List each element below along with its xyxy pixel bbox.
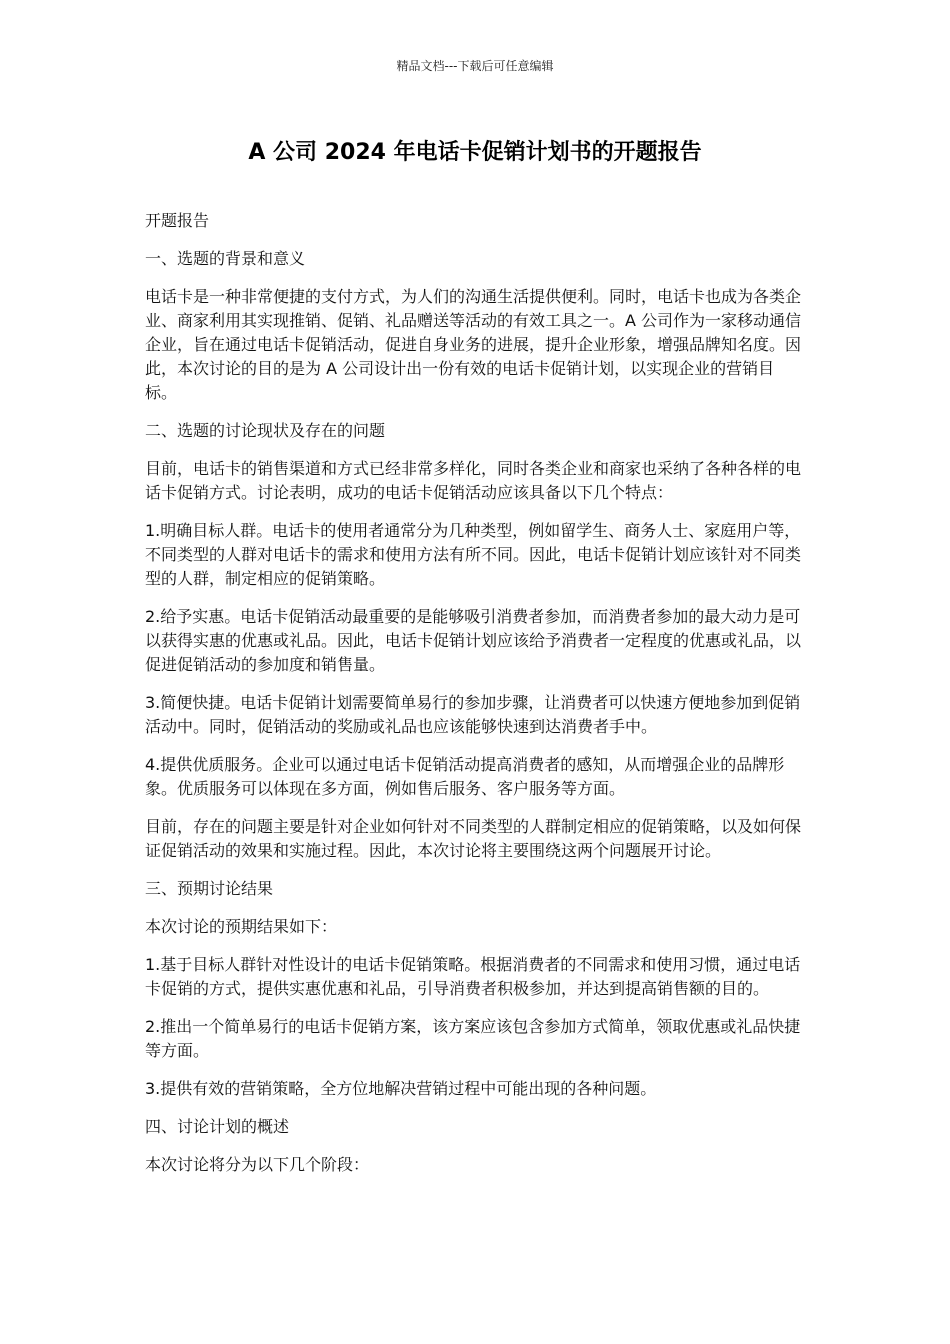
section-label: 开题报告 — [145, 211, 210, 230]
section-heading-2: 二、选题的讨论现状及存在的问题 — [145, 421, 386, 440]
paragraph: 电话卡是一种非常便捷的支付方式，为人们的沟通生活提供便利。同时，电话卡也成为各类企业、商家利用其实现推销、促销、礼品赠送等活动的有效工具之一。A 公司作为一家移动通信企业，旨在通过电话卡促销活动，促进自身业务的进展，提升企业形象，增强品牌知名度。因此，本次讨论的目的是为 A 公司设计出一份有效的电话卡促销计划，以实现企业的营销目标。 — [145, 287, 802, 402]
list-item: 1.明确目标人群。电话卡的使用者通常分为几种类型，例如留学生、商务人士、家庭用户等，不同类型的人群对电话卡的需求和使用方法有所不同。因此，电话卡促销计划应该针对不同类型的人群，制定相应的促销策略。 — [145, 521, 802, 588]
paragraph: 本次讨论的预期结果如下： — [145, 917, 338, 936]
list-item: 4.提供优质服务。企业可以通过电话卡促销活动提高消费者的感知，从而增强企业的品牌形象。优质服务可以体现在多方面，例如售后服务、客户服务等方面。 — [145, 755, 785, 798]
paragraph: 目前，电话卡的销售渠道和方式已经非常多样化，同时各类企业和商家也采纳了各种各样的电话卡促销方式。讨论表明，成功的电话卡促销活动应该具备以下几个特点： — [145, 459, 802, 502]
header-note: 精品文档---下载后可任意编辑 — [396, 59, 554, 73]
list-item: 1.基于目标人群针对性设计的电话卡促销策略。根据消费者的不同需求和使用习惯，通过电话卡促销的方式，提供实惠优惠和礼品，引导消费者积极参加，并达到提高销售额的目的。 — [145, 955, 801, 998]
document-body — [145, 209, 805, 1191]
list-item: 3.简便快捷。电话卡促销计划需要简单易行的参加步骤，让消费者可以快速方便地参加到促销活动中。同时，促销活动的奖励或礼品也应该能够快速到达消费者手中。 — [145, 693, 801, 736]
document-title: A 公司 2024 年电话卡促销计划书的开题报告 — [248, 140, 702, 165]
list-item: 3.提供有效的营销策略，全方位地解决营销过程中可能出现的各种问题。 — [145, 1079, 657, 1098]
list-item: 2.推出一个简单易行的电话卡促销方案，该方案应该包含参加方式简单，领取优惠或礼品快捷等方面。 — [145, 1017, 801, 1060]
list-item: 2.给予实惠。电话卡促销活动最重要的是能够吸引消费者参加，而消费者参加的最大动力是可以获得实惠的优惠或礼品。因此，电话卡促销计划应该给予消费者一定程度的优惠或礼品，以促进促销活动的参加度和销售量。 — [145, 607, 802, 674]
section-heading-1: 一、选题的背景和意义 — [145, 249, 306, 268]
section-heading-4: 四、讨论计划的概述 — [145, 1117, 290, 1136]
paragraph: 目前，存在的问题主要是针对企业如何针对不同类型的人群制定相应的促销策略，以及如何保证促销活动的效果和实施过程。因此，本次讨论将主要围绕这两个问题展开讨论。 — [145, 817, 802, 860]
paragraph: 本次讨论将分为以下几个阶段： — [145, 1155, 370, 1174]
section-heading-3: 三、预期讨论结果 — [145, 879, 274, 898]
